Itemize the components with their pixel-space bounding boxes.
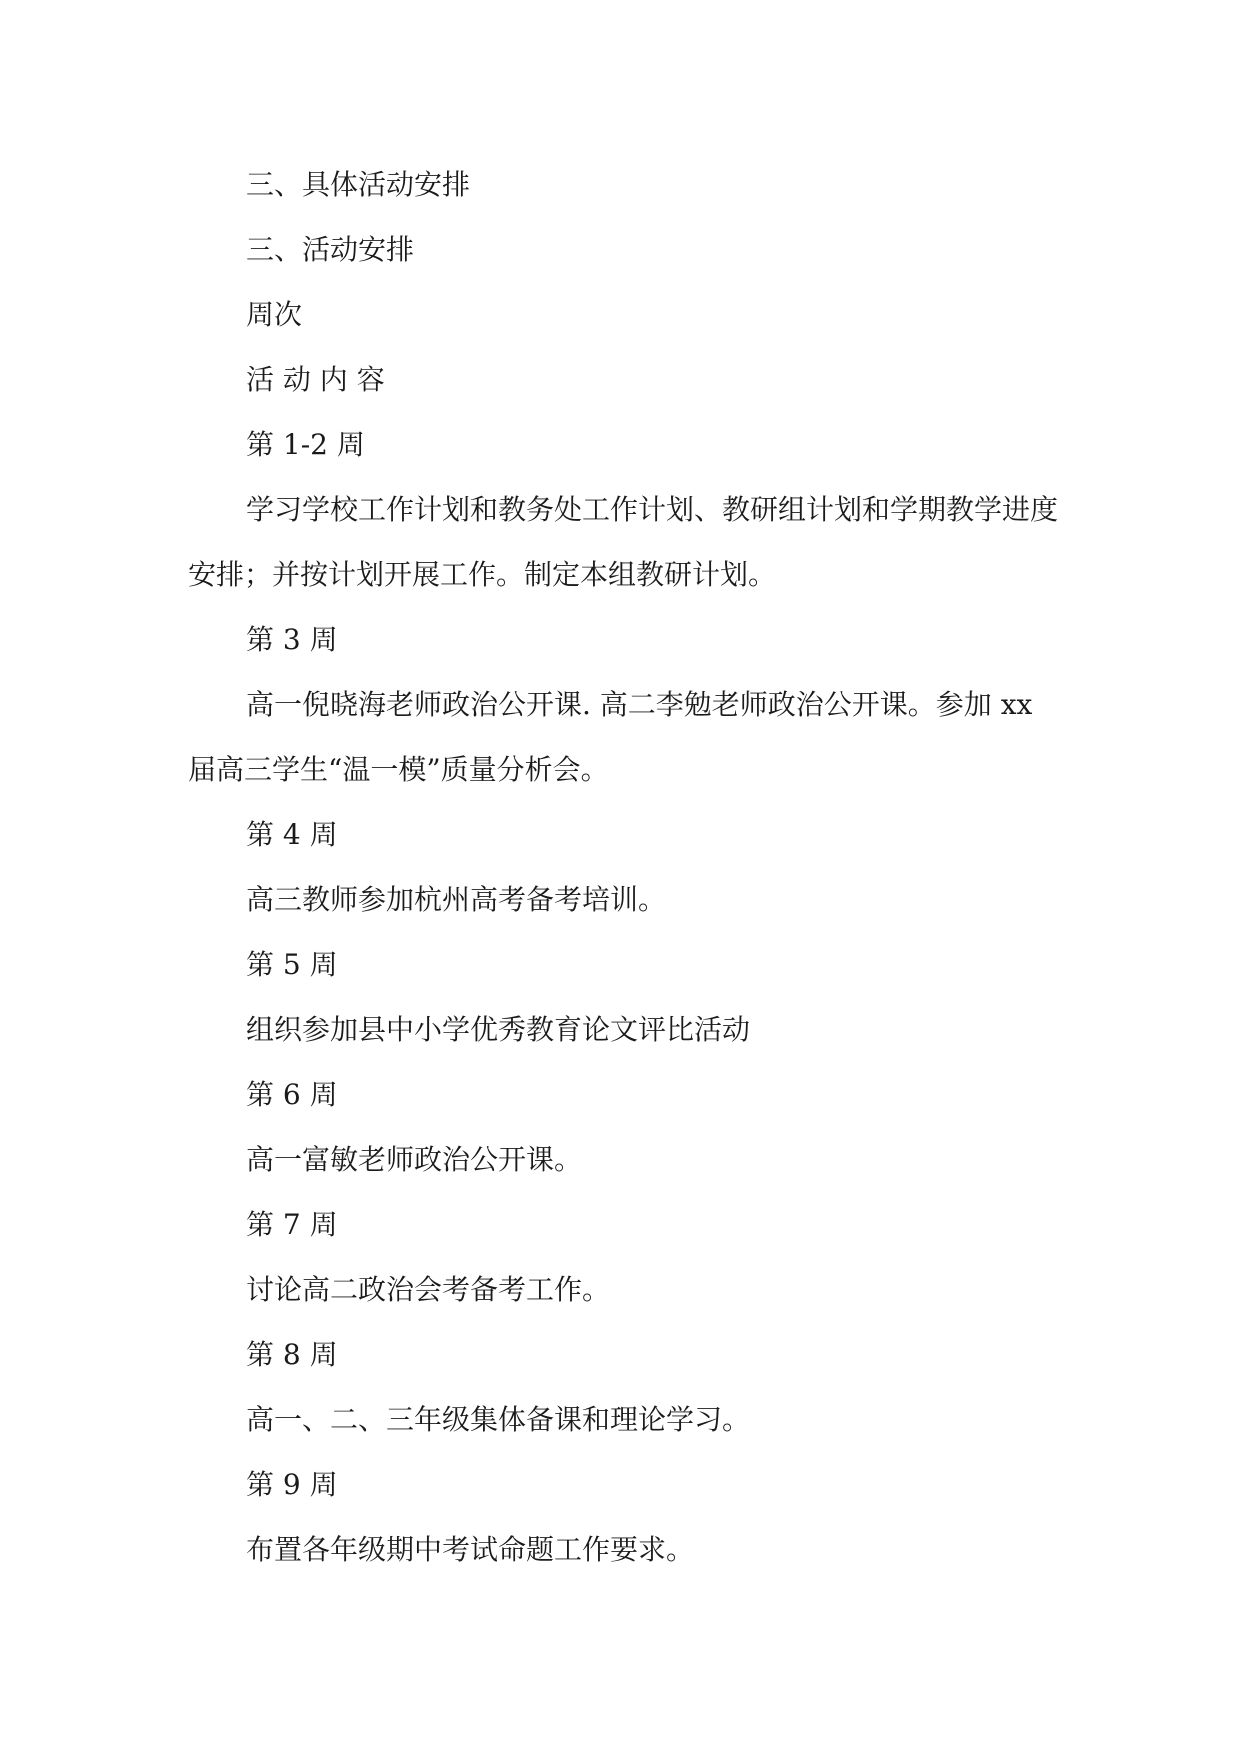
section-heading: 三、具体活动安排 [246,168,471,201]
week-label: 第 6 周 [246,1078,338,1111]
week-label: 第 4 周 [246,818,338,851]
column-header-week: 周次 [246,298,303,331]
week-label: 第 9 周 [246,1468,338,1501]
week-label: 第 3 周 [246,623,338,656]
week-label: 第 7 周 [246,1208,338,1241]
week-label: 第 1-2 周 [246,428,365,461]
activity-text: 高一倪晓海老师政治公开课. 高二李勉老师政治公开课。参加 xx 届高三学生“温一模”质量分析会。 [188,688,1033,786]
subsection-heading: 三、活动安排 [246,233,415,266]
activity-text: 组织参加县中小学优秀教育论文评比活动 [246,1013,751,1046]
activity-text: 高三教师参加杭州高考备考培训。 [246,883,667,916]
activity-text: 高一富敏老师政治公开课。 [246,1143,583,1176]
week-label: 第 5 周 [246,948,338,981]
document-body [188,152,1058,1582]
activity-text: 布置各年级期中考试命题工作要求。 [246,1533,695,1566]
activity-text: 讨论高二政治会考备考工作。 [246,1273,611,1306]
week-label: 第 8 周 [246,1338,338,1371]
column-header-content: 活 动 内 容 [246,363,385,396]
activity-text: 学习学校工作计划和教务处工作计划、教研组计划和学期教学进度安排；并按计划开展工作。制定本组教研计划。 [188,493,1059,591]
activity-text: 高一、二、三年级集体备课和理论学习。 [246,1403,751,1436]
